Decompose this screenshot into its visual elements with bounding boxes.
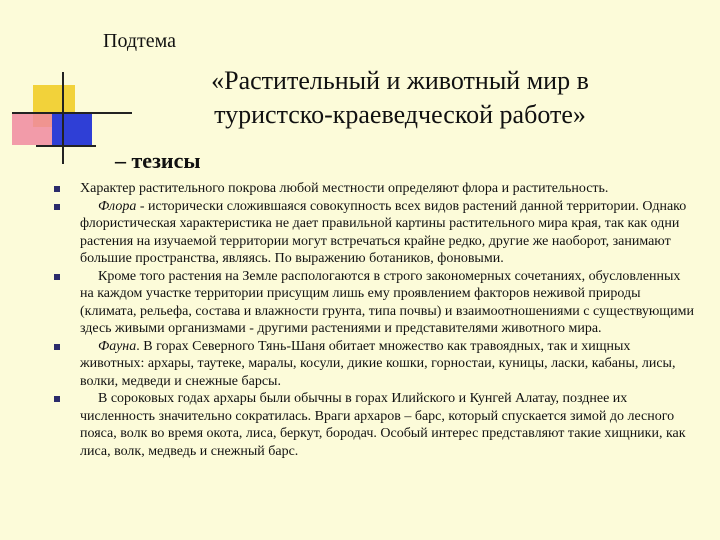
list-item [54, 338, 694, 391]
paragraph-lead-term: Фауна [98, 338, 137, 354]
subtopic-label: Подтема [103, 30, 177, 52]
title-line-1: «Растительный и животный мир в [211, 66, 589, 95]
paragraph-text: Кроме того растения на Земле распологаются в строго закономерных сочетаниях, обусловленных на каждом участке территории присущим лишь ему проявлением факторов неживой природы (климата, рельефа, состава и влажности грунта, типа почвы) и взаимоотношениями с существующими здесь живыми организмами - другими растениями и представителями животного мира. [80, 268, 694, 336]
paragraph-lead-term: Флора [98, 198, 137, 214]
list-item [54, 390, 694, 460]
paragraph-text: . В горах Северного Тянь-Шаня обитает множество как травоядных, так и хищных животных: архары, таутеке, маралы, косули, дикие кошки, горностаи, куницы, ласки, кабаны, лисы, волки, медведи и снежные барсы. [80, 338, 676, 389]
bullet-list [54, 180, 694, 460]
bullet-icon [54, 344, 60, 350]
decor-blue-square [52, 113, 92, 145]
slide-title [130, 64, 670, 132]
list-item [54, 180, 694, 198]
paragraph-text: В сороковых годах архары были обычны в горах Илийского и Кунгей Алатау, позднее их численность значительно сократилась. Враги архаров – барс, который спускается зимой до лесного пояса, волк во время окота, лиса, беркут, бородач. Особый интерес представляют такие хищники, как лиса, волк, медведь и снежный барс. [80, 391, 686, 459]
list-item [54, 198, 694, 268]
paragraph-text: - исторически сложившаяся совокупность всех видов растений данной территории. Однако флористическая характеристика не дает правильной картины растительного мира края, так как одни растения на изучаемой территории могут встречаться крайне редко, другие же наоборот, занимают большие пространства, являясь. По выражению ботаников, фоновыми. [80, 198, 687, 266]
bullet-icon [54, 274, 60, 280]
list-item [54, 268, 694, 338]
bullet-icon [54, 186, 60, 192]
bullet-icon [54, 204, 60, 210]
decor-horizontal-line-lower [36, 145, 96, 147]
decor-horizontal-line [12, 112, 132, 114]
decor-vertical-line [62, 72, 64, 164]
theses-label: – тезисы [115, 148, 201, 173]
bullet-icon [54, 396, 60, 402]
title-line-2: туристско-краеведческой работе» [214, 100, 586, 129]
decor-red-square [12, 113, 52, 145]
paragraph-text: Характер растительного покрова любой местности определяют флора и растительность. [80, 181, 609, 196]
